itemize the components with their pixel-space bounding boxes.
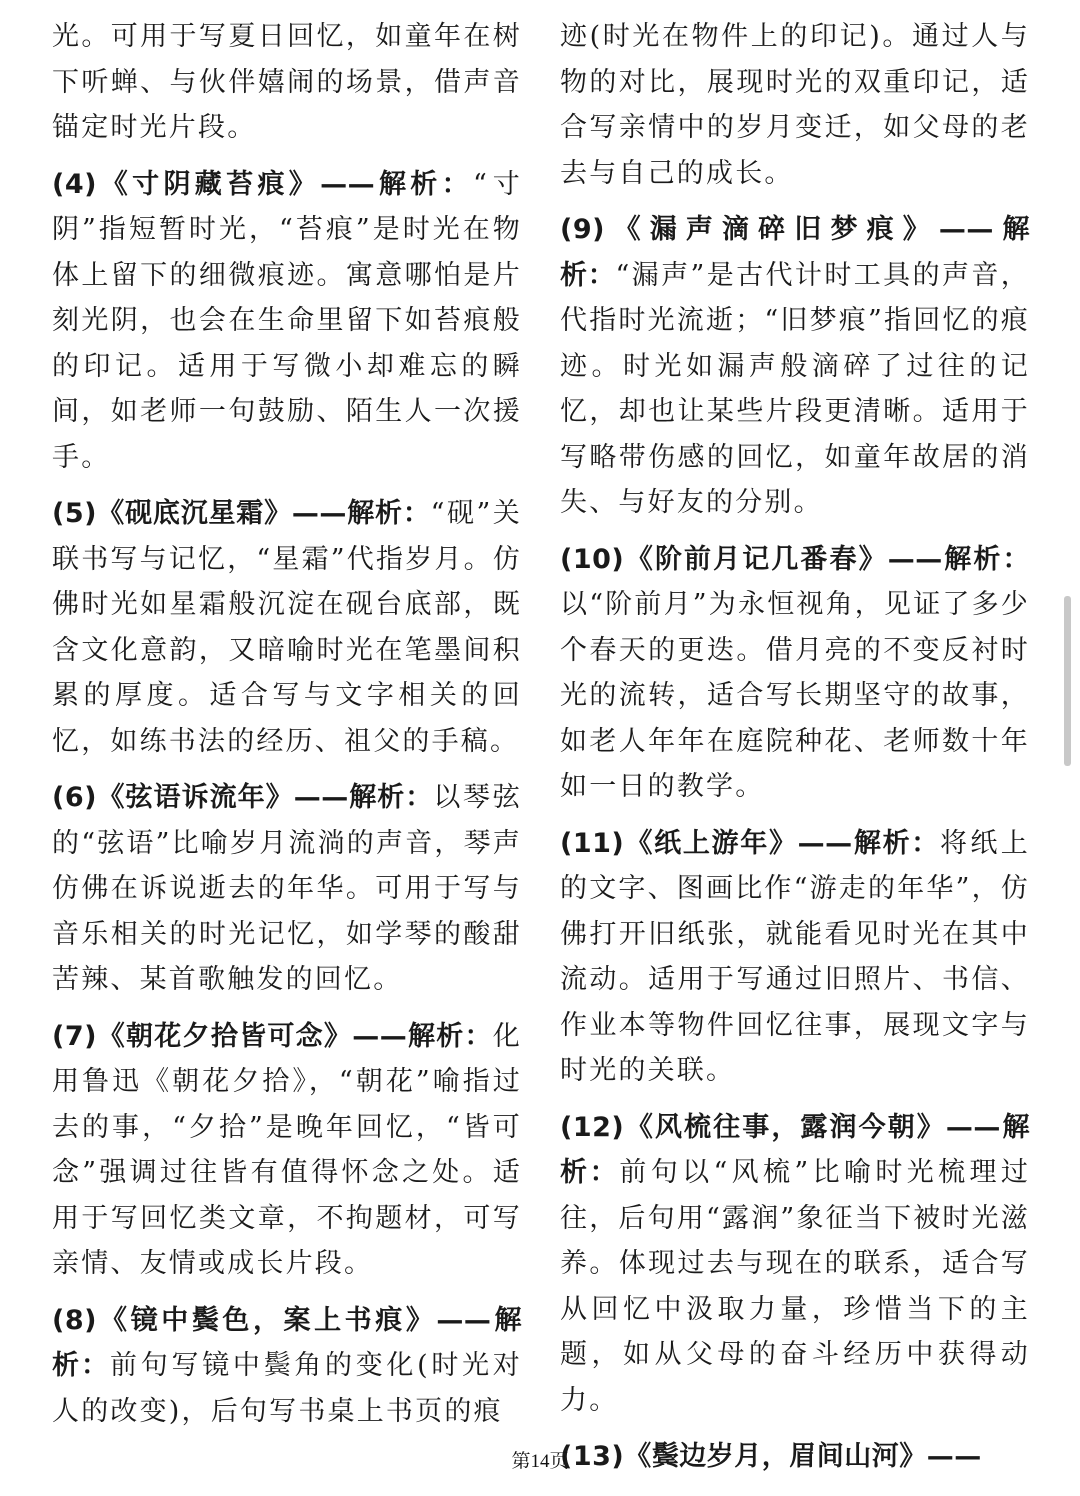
entry-title: (10)《阶前月记几番春》——解析： [560,543,1030,575]
entry-title: (8)《镜中鬓色，案上书痕》——解析： [52,1304,522,1381]
entry-body: “漏声”是古代计时工具的声音，代指时光流逝；“旧梦痕”指回忆的痕迹。时光如漏声般滴碎了过往的记忆，却也让某些片段更清晰。适用于写略带伤感的回忆，如童年故居的消失、与好友的分别。 [560,259,1031,518]
right-column [560,14,1030,1491]
entry-title: (9)《漏声滴碎旧梦痕》——解析： [560,214,1030,291]
entry-11 [560,821,1030,1094]
entry-title: (6)《弦语诉流年》——解析： [52,782,434,813]
entry-12 [560,1105,1030,1424]
entry-title: (13)《鬓边岁月，眉间山河》—— [560,1441,982,1472]
entry-body: 前句以“风梳”比喻时光梳理过往，后句用“露润”象征当下被时光滋养。体现过去与现在的联系，适合写从回忆中汲取力量，珍惜当下的主题，如从父母的奋斗经历中获得动力。 [560,1157,1031,1416]
entry-10 [560,537,1030,810]
vertical-scrollbar[interactable] [1064,596,1071,766]
entry-body: “寸阴”指短暂时光，“苔痕”是时光在物体上留下的细微痕迹。寓意哪怕是片刻光阴，也会在生命里留下如苔痕般的印记。适用于写微小却难忘的瞬间，如老师一句鼓励、陌生人一次援手。 [52,168,522,473]
entry-body: 将纸上的文字、图画比作“游走的年华”，仿佛打开旧纸张，就能看见时光在其中流动。适用于写通过旧照片、书信、作业本等物件回忆往事，展现文字与时光的关联。 [560,827,1031,1086]
entry-title: (7)《朝花夕拾皆可念》——解析： [52,1020,493,1052]
entry-title: (5)《砚底沉星霜》——解析： [52,498,431,529]
entry-8 [52,1298,522,1435]
entry-body: 以琴弦的“弦语”比喻岁月流淌的声音，琴声仿佛在诉说逝去的年华。可用于写与音乐相关的时光记忆，如学琴的酸甜苦辣、某首歌触发的回忆。 [52,782,523,995]
entry-body: 化用鲁迅《朝花夕拾》，“朝花”喻指过去的事，“夕拾”是晚年回忆，“皆可念”强调过往皆有值得怀念之处。适用于写回忆类文章，不拘题材，可写亲情、友情或成长片段。 [52,1020,522,1279]
entry-title: (4)《寸阴藏苔痕》——解析： [52,168,473,200]
entry-6 [52,775,522,1003]
entry-title: (12)《风梳往事，露润今朝》——解析： [560,1111,1030,1188]
entry-4 [52,162,522,481]
page-number: 第14页 [511,1451,569,1472]
entry-5 [52,491,522,764]
left-column [52,14,522,1445]
entry-7 [52,1014,522,1287]
right-intro-paragraph: 迹(时光在物件上的印记)。通过人与物的对比，展现时光的双重印记，适合写亲情中的岁月变迁，如父母的老去与自己的成长。 [560,21,1030,189]
entry-body: 以“阶前月”为永恒视角，见证了多少个春天的更迭。借月亮的不变反衬时光的流转，适合写长期坚守的故事，如老人年年在庭院种花、老师数十年如一日的教学。 [560,589,1031,802]
entry-9 [560,207,1030,526]
entry-body: “砚”关联书写与记忆，“星霜”代指岁月。仿佛时光如星霜般沉淀在砚台底部，既含文化意韵，又暗喻时光在笔墨间积累的厚度。适合写与文字相关的回忆，如练书法的经历、祖父的手稿。 [52,498,523,757]
entry-title: (11)《纸上游年》——解析： [560,827,940,859]
left-intro-paragraph: 光。可用于写夏日回忆，如童年在树下听蝉、与伙伴嬉闹的场景，借声音锚定时光片段。 [52,21,522,143]
entry-body: 前句写镜中鬓角的变化(时光对人的改变)，后句写书桌上书页的痕 [52,1350,522,1427]
